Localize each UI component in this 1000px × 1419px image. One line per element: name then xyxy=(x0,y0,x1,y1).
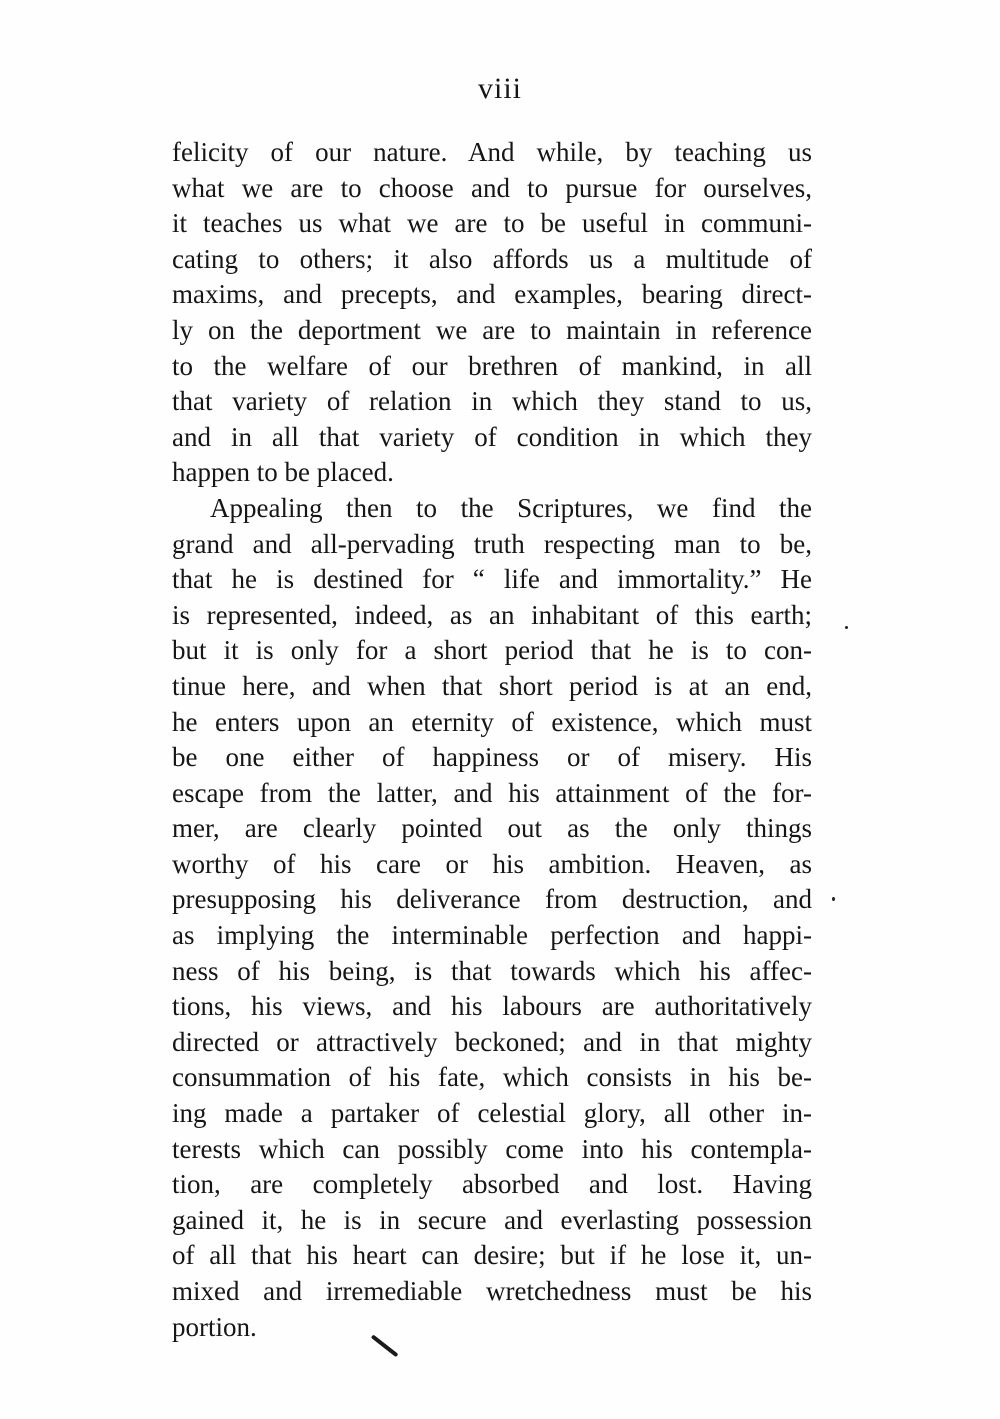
text-line: terests which can possibly come into his contempla- xyxy=(172,1133,812,1164)
text-line: directed or attractively beckoned; and in that mighty xyxy=(172,1026,812,1057)
text-line: be one either of happiness or of misery. His xyxy=(172,742,812,773)
text-line: presupposing his deliverance from destruction, and xyxy=(172,884,812,915)
text-line: it teaches us what we are to be useful in communi- xyxy=(172,208,812,239)
text-line: tion, are completely absorbed and lost. Having xyxy=(172,1169,812,1200)
body-text xyxy=(172,135,812,1345)
text-line: portion. xyxy=(172,1311,257,1342)
text-line: consummation of his fate, which consists in his be- xyxy=(172,1062,812,1093)
text-line: and in all that variety of condition in which they xyxy=(172,421,812,452)
text-line: felicity of our nature. And while, by teaching us xyxy=(172,137,812,167)
text-line: to the welfare of our brethren of mankind, in all xyxy=(172,350,812,381)
text-line: as implying the interminable perfection and happi- xyxy=(172,920,812,951)
text-line: is represented, indeed, as an inhabitant of this earth; xyxy=(172,599,812,630)
text-line: he enters upon an eternity of existence, which must xyxy=(172,706,812,737)
text-line: tinue here, and when that short period is at an end, xyxy=(172,670,812,701)
text-line: mixed and irremediable wretchedness must be his xyxy=(172,1276,812,1306)
text-line: mer, are clearly pointed out as the only things xyxy=(172,813,812,844)
text-line: that variety of relation in which they stand to us, xyxy=(172,386,812,417)
text-line: happen to be placed. xyxy=(172,457,394,488)
page-number: viii xyxy=(477,72,522,105)
text-line: worthy of his care or his ambition. Heaven, as xyxy=(172,848,812,879)
text-line: of all that his heart can desire; but if he lose it, un- xyxy=(172,1240,812,1271)
text-line: gained it, he is in secure and everlasting possession xyxy=(172,1204,812,1235)
text-line: but it is only for a short period that he is to con- xyxy=(172,635,812,666)
text-line: that he is destined for “ life and immortality.” He xyxy=(172,564,812,595)
text-line: cating to others; it also affords us a multitude of xyxy=(172,243,812,274)
text-line: grand and all-pervading truth respecting man to be, xyxy=(172,528,812,559)
text-line: Appealing then to the Scriptures, we find the xyxy=(210,492,812,523)
text-line: ing made a partaker of celestial glory, all other in- xyxy=(172,1098,812,1129)
text-line: ness of his being, is that towards which his affec- xyxy=(172,955,812,986)
text-line: ly on the deportment we are to maintain in reference xyxy=(172,314,812,345)
text-line: what we are to choose and to pursue for ourselves, xyxy=(172,172,812,203)
ink-speck xyxy=(845,626,848,629)
text-line: escape from the latter, and his attainment of the for- xyxy=(172,777,812,808)
text-line: tions, his views, and his labours are authoritatively xyxy=(172,991,812,1022)
text-line: maxims, and precepts, and examples, bearing direct- xyxy=(172,279,812,310)
ink-speck xyxy=(832,897,835,901)
